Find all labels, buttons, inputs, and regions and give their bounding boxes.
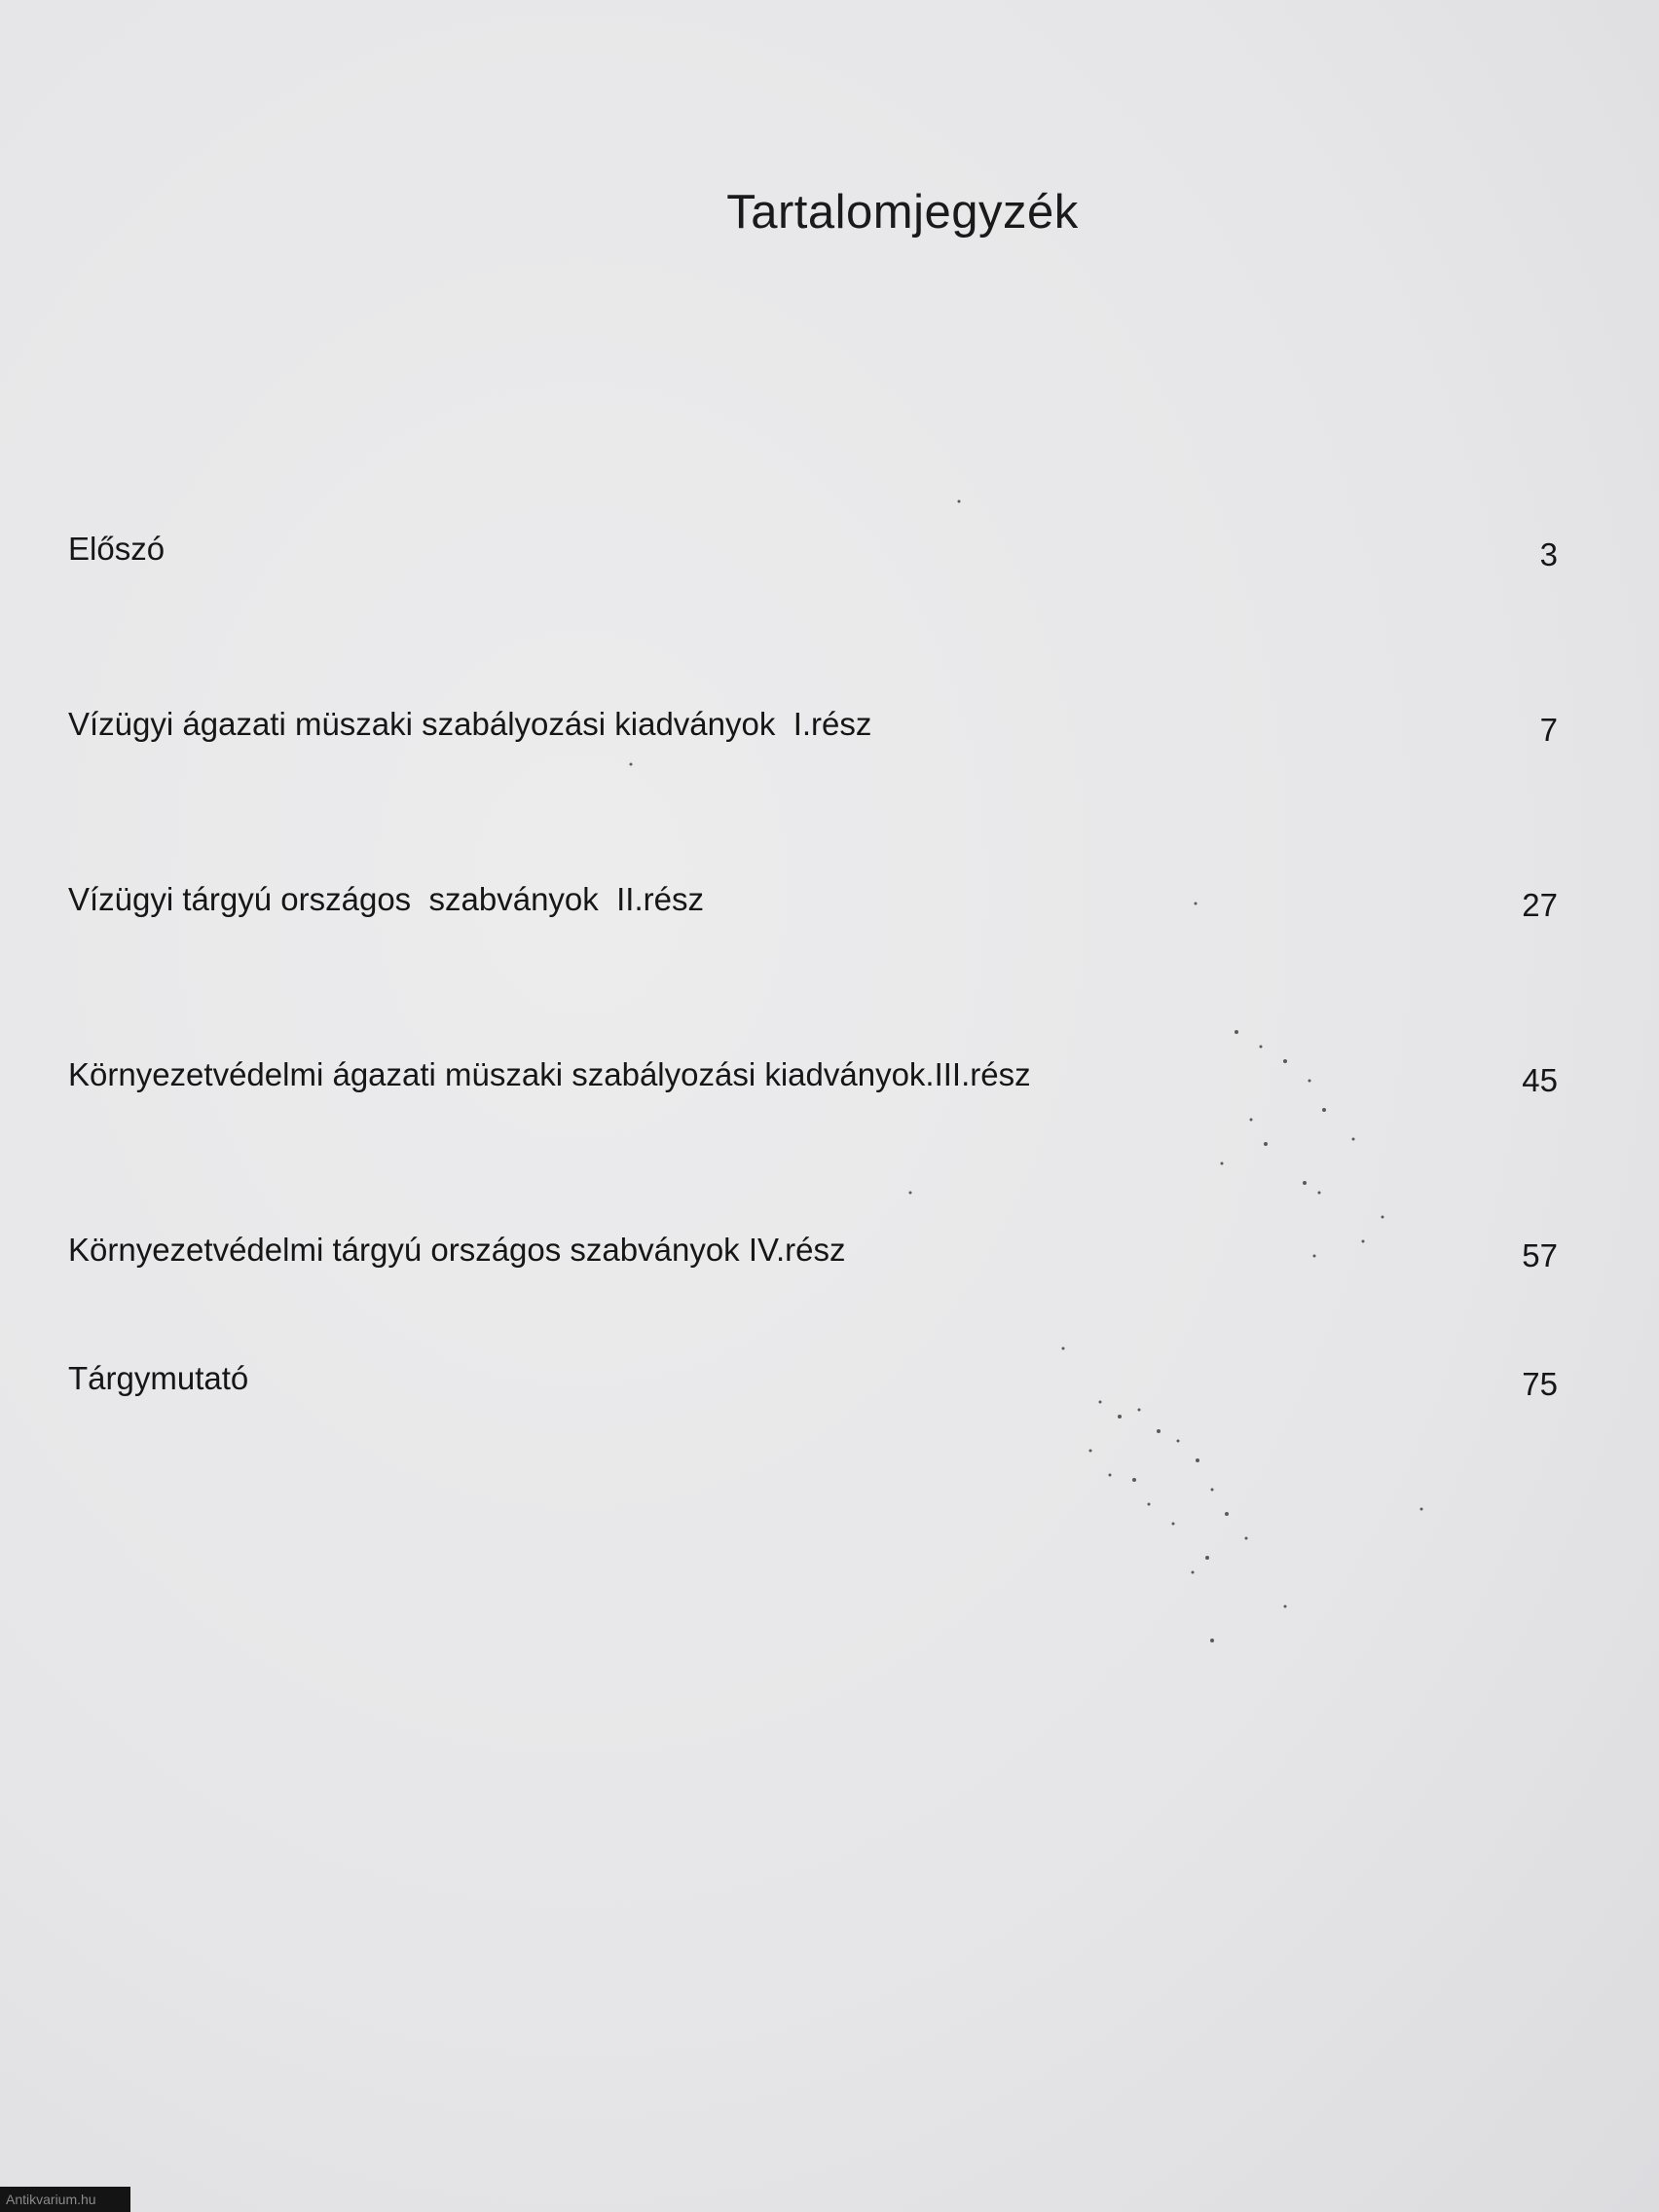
toc-entry-label: Vízügyi tárgyú országos szabványok II.rész xyxy=(68,881,704,917)
page-title: Tartalomjegyzék xyxy=(726,186,1079,239)
toc-entry-page: 7 xyxy=(1539,712,1558,748)
toc-entry-label: Környezetvédelmi tárgyú országos szabványok IV.rész xyxy=(68,1232,846,1268)
toc-entry-page: 27 xyxy=(1522,887,1558,923)
toc-entry-page: 45 xyxy=(1522,1062,1558,1098)
toc-entry-label: Előszó xyxy=(68,531,166,567)
toc-entry xyxy=(68,706,1558,764)
toc-entry-page: 75 xyxy=(1522,1366,1558,1402)
toc-entry-label: Tárgymutató xyxy=(68,1360,249,1396)
toc-entry xyxy=(68,531,1558,589)
toc-entry xyxy=(68,1360,1558,1419)
toc-entry-label: Vízügyi ágazati müszaki szabályozási kiadványok I.rész xyxy=(68,706,872,742)
toc-entry-page: 3 xyxy=(1539,536,1558,572)
toc-entry xyxy=(68,881,1558,940)
source-watermark: Antikvarium.hu xyxy=(0,2187,130,2212)
toc-entry-label: Környezetvédelmi ágazati müszaki szabályozási kiadványok.III.rész xyxy=(68,1056,1031,1092)
toc-entry-page: 57 xyxy=(1522,1237,1558,1273)
toc-entry xyxy=(68,1056,1558,1115)
toc-entry xyxy=(68,1232,1558,1290)
